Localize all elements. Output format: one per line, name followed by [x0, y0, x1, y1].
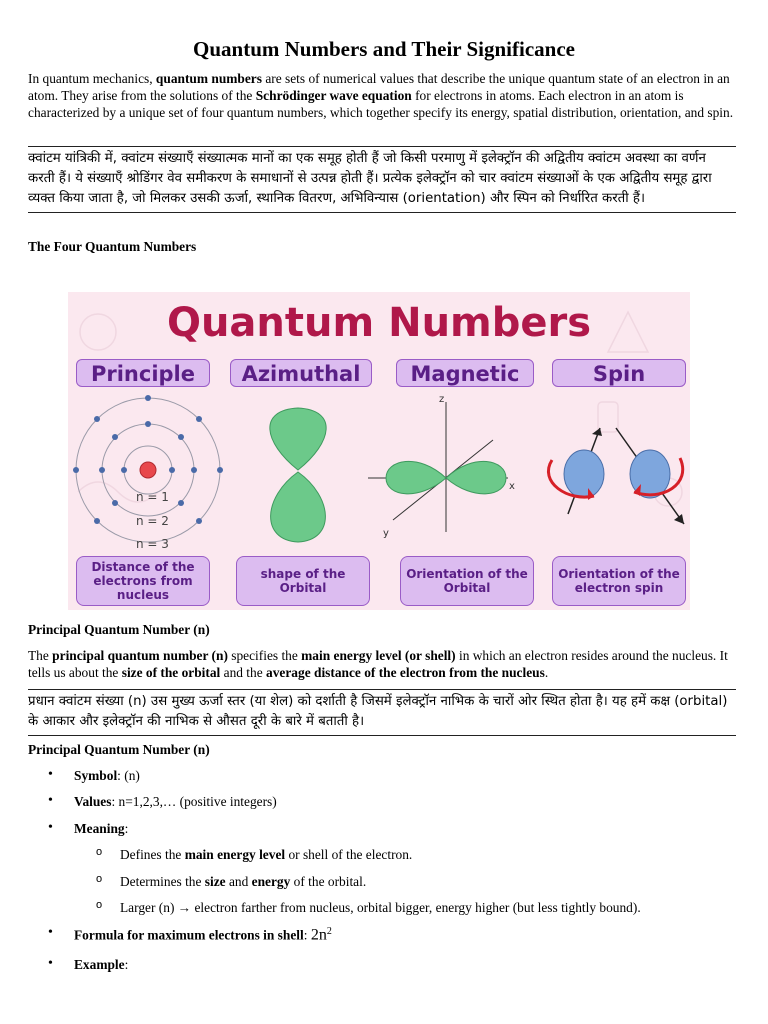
list-item-formula: • Formula for maximum electrons in shell: $2n^2$	[74, 926, 332, 944]
section-heading-principal-2: Principal Quantum Number (n)	[28, 742, 210, 757]
quantum-numbers-infographic	[68, 292, 690, 610]
sub-item-larger-n: o Larger (n) → electron farther from nucleus, orbital bigger, energy higher (but less tightly bound).	[120, 900, 641, 916]
shell-label-n3: n = 3	[136, 537, 169, 551]
category-label-azimuthal: Azimuthal	[230, 359, 372, 387]
sub-item-energy-level: o Defines the main energy level or shell of the electron.	[120, 847, 412, 863]
intro-paragraph: In quantum mechanics, quantum numbers are sets of numerical values that describe the unique quantum state of an electron in an atom. They arise from the solutions of the Schrödinger wave equation for electrons in atoms. Each electron in an atom is characterized by a unique set of four quantum numbers, which together specify its energy, spatial distribution, orientation, and spin.	[28, 71, 734, 120]
page-title: Quantum Numbers and Their Significance	[193, 37, 575, 61]
shell-label-n2: n = 2	[136, 514, 169, 528]
list-item-meaning: • Meaning:	[74, 821, 128, 837]
atom-shells-diagram	[73, 395, 223, 551]
section-heading-four-quantum-numbers: The Four Quantum Numbers	[28, 239, 197, 254]
description-principle: Distance of the electrons from nucleus	[76, 556, 210, 606]
nucleus	[140, 462, 156, 478]
z-axis-label: z	[439, 394, 445, 405]
description-magnetic: Orientation of the Orbital	[400, 556, 534, 606]
list-item-values: • Values: n=1,2,3,… (positive integers)	[74, 794, 277, 810]
electron-sphere-up	[564, 450, 604, 498]
infographic-title: Quantum Numbers	[166, 300, 592, 346]
intro-hindi-paragraph: क्वांटम यांत्रिकी में, क्वांटम संख्याएँ संख्यात्मक मानों का एक समूह होती हैं जो किसी परमाणु में इलेक्ट्रॉन की अद्वितीय क्वांटम अवस्था का वर्णन करती हैं। ये संख्याएँ श्रोडिंगर वेव समीकरण के समाधानों से उत्पन्न होती हैं। प्रत्येक इलेक्ट्रॉन को चार क्वांटम संख्याओं के एक अद्वितीय समूह द्वारा व्यक्त किया जाता है, जो मिलकर उसकी ऊर्जा, स्थानिक वितरण, अभिविन्यास (orientation) और स्पिन को निर्धारित करती हैं।	[28, 146, 736, 213]
electron-spin-diagram	[548, 428, 684, 524]
orbital-lobe-bottom	[271, 472, 326, 542]
principal-hindi-paragraph: प्रधान क्वांटम संख्या (n) उस मुख्य ऊर्जा स्तर (या शेल) को दर्शाती है जिसमें इलेक्ट्रॉन नाभिक के चारों ओर स्थित होता है। यह हमें कक्ष (orbital) के आकार और इलेक्ट्रॉन की नाभिक से औसत दूरी के बारे में बताती है।	[28, 689, 736, 736]
spin-arrowhead-up	[592, 428, 602, 436]
description-spin: Orientation of the electron spin	[552, 556, 686, 606]
description-azimuthal: shape of the Orbital	[236, 556, 370, 606]
orbital-lobe-right	[446, 461, 506, 493]
orbital-lobe-top	[270, 408, 326, 470]
electrons	[73, 395, 223, 524]
shell-label-n1: n = 1	[136, 490, 169, 504]
category-label-magnetic: Magnetic	[396, 359, 534, 387]
x-axis-label: x	[509, 481, 515, 492]
principal-paragraph: The principal quantum number (n) specifies the main energy level (or shell) in which an electron resides around the nucleus. It tells us about the size of the orbital and the average distance of the electron from the nucleus.	[28, 648, 728, 680]
spin-arrowhead-down	[674, 514, 684, 524]
sub-item-size-energy: o Determines the size and energy of the orbital.	[120, 874, 366, 890]
orbital-lobe-left	[386, 461, 446, 493]
category-label-spin: Spin	[552, 359, 686, 387]
category-label-principle: Principle	[76, 359, 210, 387]
magnetic-orbital-diagram	[368, 394, 515, 539]
list-item-symbol: • Symbol: (n)	[74, 768, 140, 784]
p-orbital-diagram	[270, 408, 326, 542]
y-axis-label: y	[383, 528, 389, 539]
list-item-example: • Example:	[74, 957, 128, 973]
section-heading-principal: Principal Quantum Number (n)	[28, 622, 210, 637]
